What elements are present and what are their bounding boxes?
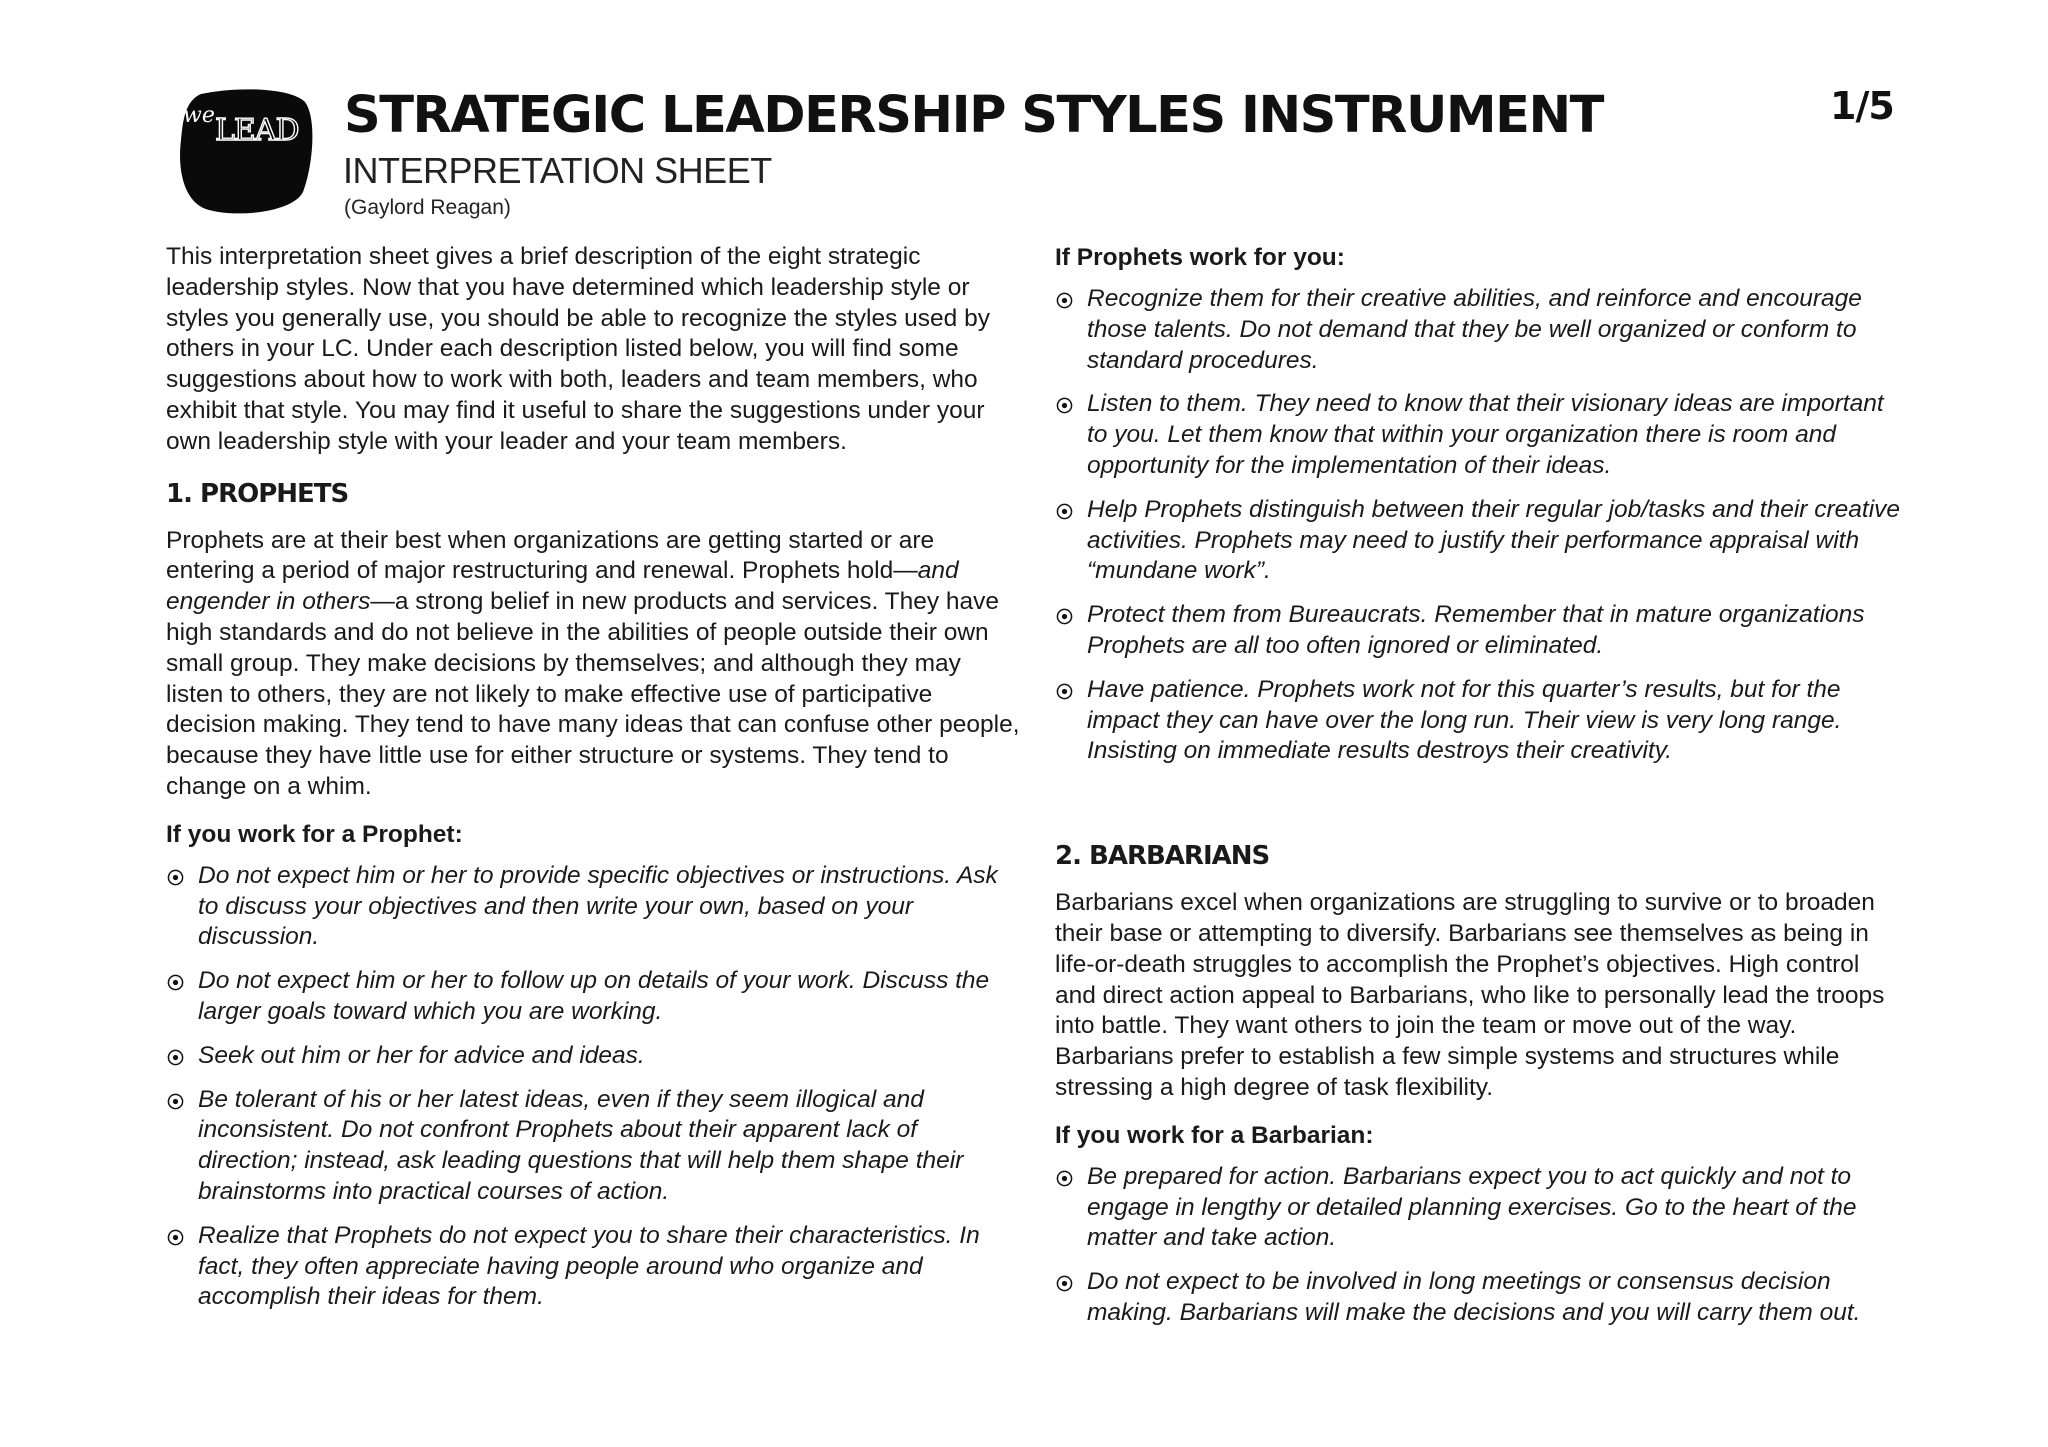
logo-lead-text: LEAD [215, 113, 299, 148]
prophets-work-for-you-heading: If Prophets work for you: [1055, 244, 1345, 271]
list-item-text: Protect them from Bureaucrats. Remember that in mature organizations Prophets are all too often ignored or eliminated. [1087, 601, 1865, 659]
circled-dot-bullet-icon [167, 1093, 184, 1110]
barbarians-description: Barbarians excel when organizations are struggling to survive or to broaden their base or attempting to diversify. Barbarians see themselves as being in life-or-death struggles to accomplish the Prophet’s objectives. High control and direct action appeal to Barbarians, who like to personally lead the troops into battle. They want others to join the team or move out of the way. Barbarians prefer to establish a few simple systems and structures while stressing a high degree of task flexibility. [1055, 889, 1885, 1101]
circled-dot-bullet-icon [1056, 397, 1073, 414]
prophets-description [166, 526, 1020, 803]
barbarians-heading: 2. BARBARIANS [1055, 841, 1270, 872]
circled-dot-bullet-icon [167, 1229, 184, 1246]
work-for-barbarian-list [1055, 1162, 1907, 1329]
list-item-text: Realize that Prophets do not expect you to share their characteristics. In fact, they often appreciate having people around who organize and accomplish their ideas for them. [198, 1221, 980, 1311]
list-item [1055, 1267, 1907, 1329]
list-item-text: Be prepared for action. Barbarians expect you to act quickly and not to engage in lengthy or detailed planning exercises. Go to the heart of the matter and take action. [1087, 1162, 1857, 1252]
section-spacer [1055, 780, 1907, 838]
list-item [166, 1085, 1020, 1208]
list-item [166, 1041, 1020, 1072]
welead-logo [179, 88, 313, 216]
page-subtitle: INTERPRETATION SHEET [343, 150, 772, 191]
prophets-desc-part1: Prophets are at their best when organizations are getting started or are entering a period of major restructuring and renewal. Prophets hold— [166, 526, 935, 585]
prophets-work-for-you-list [1055, 284, 1907, 767]
work-for-prophet-list [166, 861, 1020, 1313]
intro-paragraph: This interpretation sheet gives a brief description of the eight strategic leadership styles. Now that you have determined which leadership style or styles you generally use, you should be able to recognize the styles used by others in your LC. Under each description listed below, you will find some suggestions about how to work with both, leaders and team members, who exhibit that style. You may find it useful to share the suggestions under your own leadership style with your leader and your team members. [166, 243, 990, 455]
list-item [1055, 1162, 1907, 1254]
circled-dot-bullet-icon [1056, 683, 1073, 700]
author: (Gaylord Reagan) [344, 196, 511, 219]
list-item-text: Have patience. Prophets work not for this quarter’s results, but for the impact they can have over the long run. Their view is very long range. Insisting on immediate results destroys their creativity. [1087, 675, 1842, 765]
list-item [1055, 284, 1907, 376]
right-column [1055, 242, 1907, 1342]
list-item [1055, 600, 1907, 662]
work-for-barbarian-heading: If you work for a Barbarian: [1055, 1121, 1374, 1149]
list-item [1055, 495, 1907, 587]
list-item [166, 861, 1020, 953]
circled-dot-bullet-icon [1056, 608, 1073, 625]
list-item [1055, 389, 1907, 481]
circled-dot-bullet-icon [1056, 292, 1073, 309]
circled-dot-bullet-icon [1056, 503, 1073, 520]
list-item-text: Listen to them. They need to know that their visionary ideas are important to you. Let them know that within your organization there is room and opportunity for the implementation of their ideas. [1087, 390, 1884, 479]
list-item-text: Do not expect to be involved in long meetings or consensus decision making. Barbarians will make the decisions and you will carry them out. [1087, 1268, 1861, 1326]
list-item-text: Recognize them for their creative abilities, and reinforce and encourage those talents. Do not demand that they be well organized or conform to standard procedures. [1087, 285, 1862, 374]
circled-dot-bullet-icon [1056, 1275, 1073, 1292]
list-item [1055, 675, 1907, 767]
circled-dot-bullet-icon [167, 1049, 184, 1066]
list-item-text: Seek out him or her for advice and ideas. [198, 1041, 645, 1069]
list-item-text: Do not expect him or her to follow up on details of your work. Discuss the larger goals toward which you are working. [198, 967, 990, 1025]
page-title: STRATEGIC LEADERSHIP STYLES INSTRUMENT [344, 86, 1603, 145]
prophets-heading: 1. PROPHETS [166, 478, 349, 509]
work-for-prophet-heading: If you work for a Prophet: [166, 820, 463, 848]
logo-we-text: we [183, 103, 215, 128]
circled-dot-bullet-icon [1056, 1170, 1073, 1187]
left-column [166, 242, 1020, 1326]
list-item [166, 1221, 1020, 1313]
list-item-text: Be tolerant of his or her latest ideas, even if they seem illogical and inconsistent. Do not confront Prophets about their apparent lack of direction; instead, ask leading questions that will help them shape their brainstorms into practical courses of action. [198, 1085, 964, 1205]
list-item-text: Do not expect him or her to provide specific objectives or instructions. Ask to discuss your objectives and then write your own, based on your discussion. [198, 861, 998, 951]
list-item-text: Help Prophets distinguish between their regular job/tasks and their creative activities. Prophets may need to justify their performance appraisal with “mundane work”. [1087, 495, 1901, 585]
prophets-desc-emphasis: and engender in others [166, 557, 959, 616]
circled-dot-bullet-icon [167, 869, 184, 886]
list-item [166, 966, 1020, 1028]
circled-dot-bullet-icon [167, 974, 184, 991]
welead-logo-mark [179, 88, 313, 216]
page-number: 1/5 [1830, 84, 1894, 128]
prophets-desc-part2: —a strong belief in new products and services. They have high standards and do not believe in the abilities of people outside their own small group. They make decisions by themselves; and although they may listen to others, they are not likely to make effective use of participative decision making. They tend to have many ideas that can confuse other people, because they have little use for either structure or systems. They tend to change on a whim. [166, 588, 1020, 800]
